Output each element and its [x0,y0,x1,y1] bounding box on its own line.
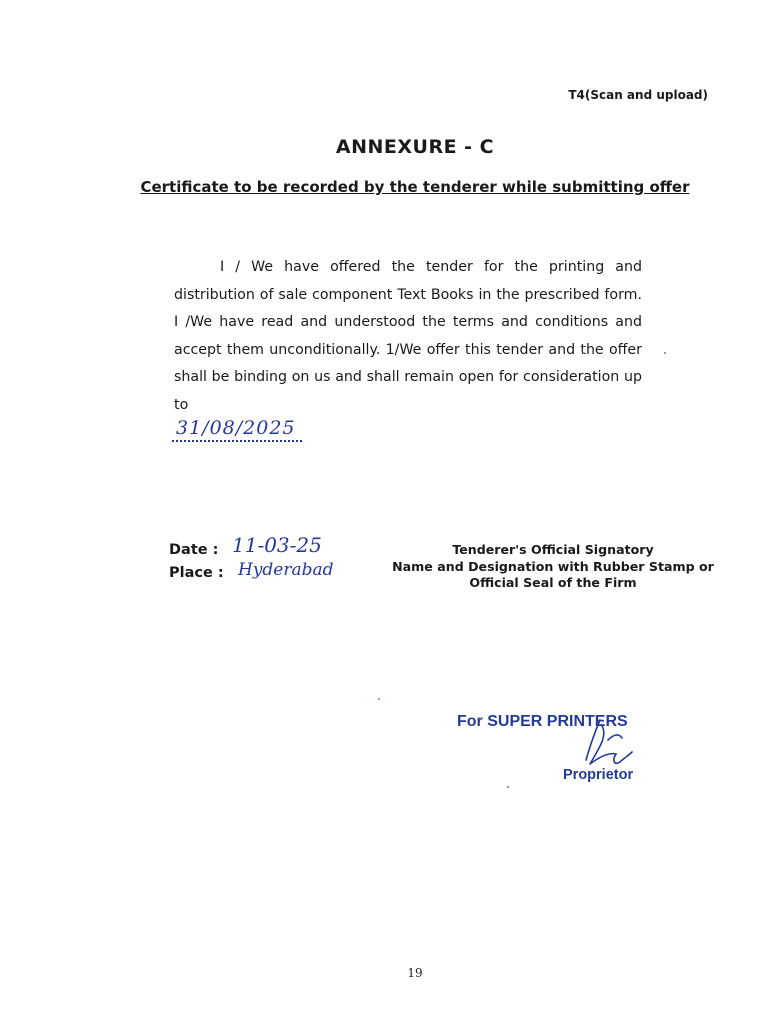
scan-speck [378,698,380,700]
upload-tag: T4(Scan and upload) [568,88,708,102]
page-title: ANNEXURE - C [335,136,495,158]
signatory-line-3: Official Seal of the Firm [469,575,637,591]
firm-stamp: For SUPER PRINTERS [457,713,628,730]
signatory-instructions [378,542,728,592]
handwritten-place: Hyderabad [238,560,334,580]
signatory-line-1: Tenderer's Official Signatory [452,542,654,557]
certificate-subtitle: Certificate to be recorded by the tenderer while submitting offer [140,178,690,196]
date-label: Date : [169,542,219,558]
signatory-line-2: Name and Designation with Rubber Stamp or [392,558,714,574]
handwritten-validity-date: 31/08/2025 [172,416,302,442]
page-number: 19 [407,966,423,980]
place-label: Place : [169,565,224,581]
proprietor-stamp: Proprietor [563,767,634,783]
handwritten-date: 11-03-25 [232,533,322,557]
scan-speck [507,786,509,788]
declaration-paragraph: I / We have offered the tender for the printing and distribution of sale component Text Books in the prescribed form. I /We have read and understood the terms and conditions and accept them unconditionally. 1/We offer this tender and the offer shall be binding on us and shall remain open for consideration up to [174,259,642,413]
scan-speck [664,352,666,354]
